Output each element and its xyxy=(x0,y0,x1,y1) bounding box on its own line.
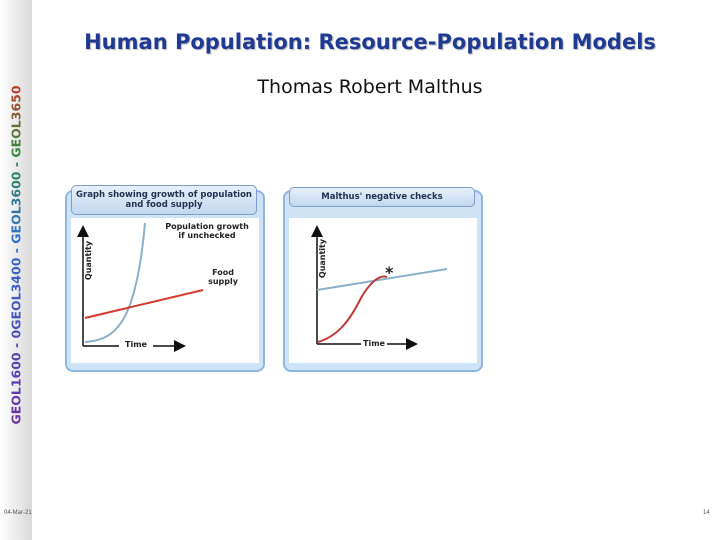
negative-checks-panel xyxy=(283,190,483,372)
population-growth-note: Population growth if unchecked xyxy=(165,222,249,241)
right-x-label: Time xyxy=(363,339,385,348)
slide-subtitle: Thomas Robert Malthus xyxy=(257,76,483,98)
food-supply-line xyxy=(85,290,203,318)
negative-checks-plot xyxy=(289,218,477,363)
right-y-label: Quantity xyxy=(318,238,328,279)
course-codes-label: GEOL1600 - 0GEOL3400 - GEOL3600 - GEOL3650 xyxy=(8,85,24,425)
equilibrium-marker: * xyxy=(385,263,394,282)
slide-title: Human Population: Resource-Population Models xyxy=(84,30,656,54)
population-curve xyxy=(318,276,387,342)
growth-graph-title-line1: Graph showing growth of population xyxy=(76,189,252,200)
food-supply-note: Food supply xyxy=(208,268,238,287)
growth-graph-title xyxy=(71,185,257,215)
left-y-label: Quantity xyxy=(84,240,94,281)
food-supply-line xyxy=(317,269,447,290)
negative-checks-title: Malthus' negative checks xyxy=(289,187,475,207)
population-curve xyxy=(85,223,145,342)
growth-graph-plot xyxy=(71,218,259,363)
growth-graph-title-line2: and food supply xyxy=(125,200,203,210)
footer-date: 04-Mar-21 xyxy=(4,510,32,516)
page-number: 14 xyxy=(703,510,710,516)
growth-graph-panel xyxy=(65,190,265,372)
left-x-label: Time xyxy=(125,340,147,349)
